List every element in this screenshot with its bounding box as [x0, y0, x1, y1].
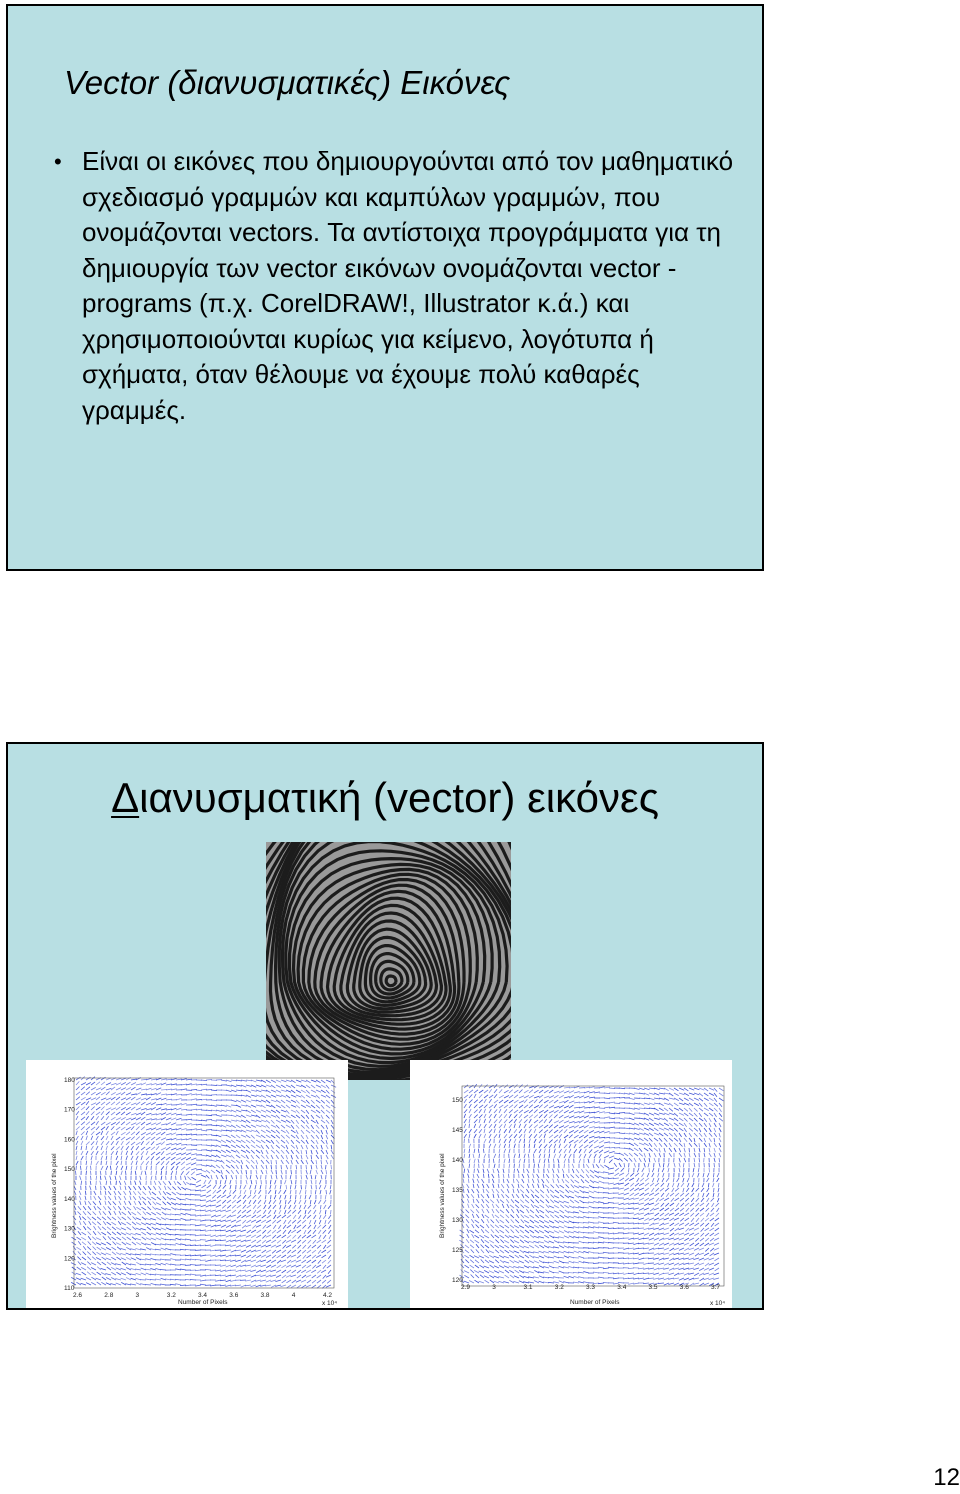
y-tick-label: 120	[64, 1255, 75, 1263]
y-tick-label: 110	[64, 1285, 75, 1292]
plot-left-xscale: x 10⁴	[322, 1300, 338, 1307]
bullet-list	[54, 144, 744, 428]
vector-arrow	[563, 1263, 569, 1264]
x-tick-label: 3.4	[198, 1292, 208, 1299]
vector-arrow	[608, 1248, 614, 1249]
fingerprint-ridge	[386, 976, 396, 986]
x-tick-label: 3.6	[229, 1292, 239, 1299]
vector-arrow	[699, 1143, 700, 1147]
slide2-title	[8, 774, 762, 822]
vector-arrow	[479, 1154, 480, 1158]
x-tick-label: 3.7	[711, 1284, 721, 1291]
y-tick-label: 150	[452, 1097, 463, 1104]
vector-arrow	[464, 1139, 465, 1143]
page-number: 12	[933, 1464, 960, 1491]
vector-arrow	[96, 1186, 97, 1190]
x-tick-label: 4.2	[323, 1292, 333, 1299]
bullet-text: Είναι οι εικόνες που δημιουργούνται από τον μαθηματικό σχεδιασμό γραμμών και καμπύλων γραμμών, που ονομάζονται vectors. Τα αντίστοιχα προγράμματα για τη δημιουργία των vector εικόνων ονομάζονται vector - programs (π.χ. CorelDRAW!, Illustrator κ.ά.) και χρησιμοποιούνται κυρίως για κείμενο, λογότυπα ή σχήματα, όταν θέλουμε να έχουμε πολύ καθαρές γραμμές.	[82, 146, 734, 425]
y-tick-label: 120	[452, 1277, 463, 1284]
vector-arrow	[524, 1169, 525, 1173]
vector-arrow	[326, 1165, 327, 1169]
vector-arrow	[150, 1280, 156, 1281]
y-tick-label: 125	[452, 1247, 463, 1254]
bullet-icon: •	[54, 149, 62, 174]
vector-field-right	[459, 1084, 724, 1286]
y-tick-label: 135	[452, 1187, 463, 1194]
slide1-title: Vector (διανυσματικές) Εικόνες	[64, 64, 511, 101]
vector-arrow	[514, 1169, 515, 1173]
vector-arrow	[499, 1154, 500, 1158]
slide-bottom	[6, 742, 764, 1310]
vector-arrow	[331, 1210, 332, 1214]
vector-arrow	[190, 1225, 196, 1226]
vector-arrow	[608, 1223, 614, 1224]
vector-arrow	[499, 1174, 500, 1178]
vector-arrow	[331, 1165, 332, 1169]
x-tick-label: 4	[291, 1292, 296, 1299]
vector-arrow	[220, 1260, 226, 1261]
vector-arrow	[101, 1191, 102, 1195]
vector-arrow	[205, 1235, 211, 1236]
vector-arrow	[689, 1148, 690, 1152]
vector-arrow	[638, 1228, 644, 1229]
vector-arrow	[296, 1195, 297, 1199]
x-tick-label: 2.6	[73, 1292, 83, 1299]
vector-arrow	[628, 1278, 634, 1279]
slide2-title-rest: ιανυσματική (vector) εικόνες	[139, 774, 659, 821]
y-tick-label: 170	[64, 1106, 75, 1114]
vector-field-plot-left	[26, 1060, 348, 1308]
slide-top	[6, 4, 764, 571]
vector-arrow	[306, 1185, 307, 1189]
x-tick-label: 3.2	[554, 1284, 564, 1291]
vector-arrow	[145, 1285, 151, 1286]
vector-arrow	[91, 1176, 92, 1180]
plot-right-xlabel: Number of Pixels	[570, 1299, 620, 1306]
vector-arrow	[663, 1273, 669, 1274]
x-tick-label: 3	[135, 1292, 140, 1299]
y-tick-label: 180	[64, 1077, 75, 1084]
vector-arrow	[271, 1195, 272, 1199]
y-tick-label: 150	[64, 1166, 75, 1174]
vector-arrow	[256, 1180, 257, 1184]
plot-left-ylabel: Brightness values of the pixel	[51, 1153, 58, 1238]
vector-arrow	[714, 1188, 715, 1192]
slide2-title-initial: Δ	[111, 774, 140, 821]
y-tick-label: 145	[452, 1127, 463, 1134]
vector-arrow	[608, 1203, 614, 1204]
vector-arrow	[106, 1151, 107, 1155]
vector-arrow	[271, 1160, 272, 1164]
x-tick-label: 3.1	[523, 1284, 533, 1291]
x-tick-label: 2.8	[104, 1292, 114, 1299]
vector-arrow	[469, 1124, 470, 1128]
y-tick-label: 140	[64, 1195, 75, 1203]
vector-arrow	[91, 1166, 92, 1170]
x-tick-label: 3.5	[648, 1284, 658, 1291]
vector-arrow	[190, 1240, 196, 1241]
vector-arrow	[658, 1283, 664, 1284]
vector-arrow	[180, 1265, 186, 1266]
vector-arrow	[301, 1185, 302, 1189]
vector-arrow	[86, 1171, 87, 1175]
vector-arrow	[628, 1213, 634, 1214]
x-tick-label: 3.8	[260, 1292, 270, 1299]
vector-arrow	[200, 1200, 206, 1201]
vector-arrow	[306, 1165, 307, 1169]
x-tick-label: 3.3	[586, 1284, 596, 1291]
vector-arrow	[326, 1190, 327, 1194]
x-tick-label: 3.2	[166, 1292, 176, 1299]
x-tick-label: 3	[492, 1284, 496, 1291]
x-tick-label: 3.6	[679, 1284, 689, 1291]
vector-arrow	[151, 1171, 152, 1175]
y-tick-label: 160	[64, 1136, 75, 1144]
vector-arrow	[553, 1268, 559, 1269]
vector-arrow	[281, 1165, 282, 1169]
vector-arrow	[246, 1170, 247, 1174]
y-tick-label: 140	[452, 1157, 463, 1164]
vector-arrow	[225, 1250, 231, 1251]
vector-field-left	[71, 1077, 336, 1289]
vector-arrow	[583, 1223, 589, 1224]
vector-arrow	[170, 1240, 176, 1241]
vector-arrow	[714, 1163, 715, 1167]
vector-arrow	[195, 1255, 201, 1256]
plot-right-xscale: x 10⁴	[710, 1300, 726, 1307]
x-tick-label: 2.9	[461, 1284, 471, 1291]
vector-field-plot-right	[410, 1060, 732, 1308]
plot-right-ylabel: Brightness values of the pixel	[439, 1153, 446, 1238]
vector-arrow	[226, 1175, 227, 1179]
bullet-item	[54, 144, 744, 428]
plot-left-xlabel: Number of Pixels	[178, 1299, 228, 1306]
vector-arrow	[200, 1260, 206, 1261]
vector-arrow	[276, 1160, 277, 1164]
y-tick-label: 130	[64, 1225, 75, 1233]
y-tick-label: 130	[452, 1217, 463, 1224]
vector-arrow	[291, 1170, 292, 1174]
x-tick-label: 3.4	[617, 1284, 627, 1291]
fingerprint-image	[266, 842, 511, 1080]
